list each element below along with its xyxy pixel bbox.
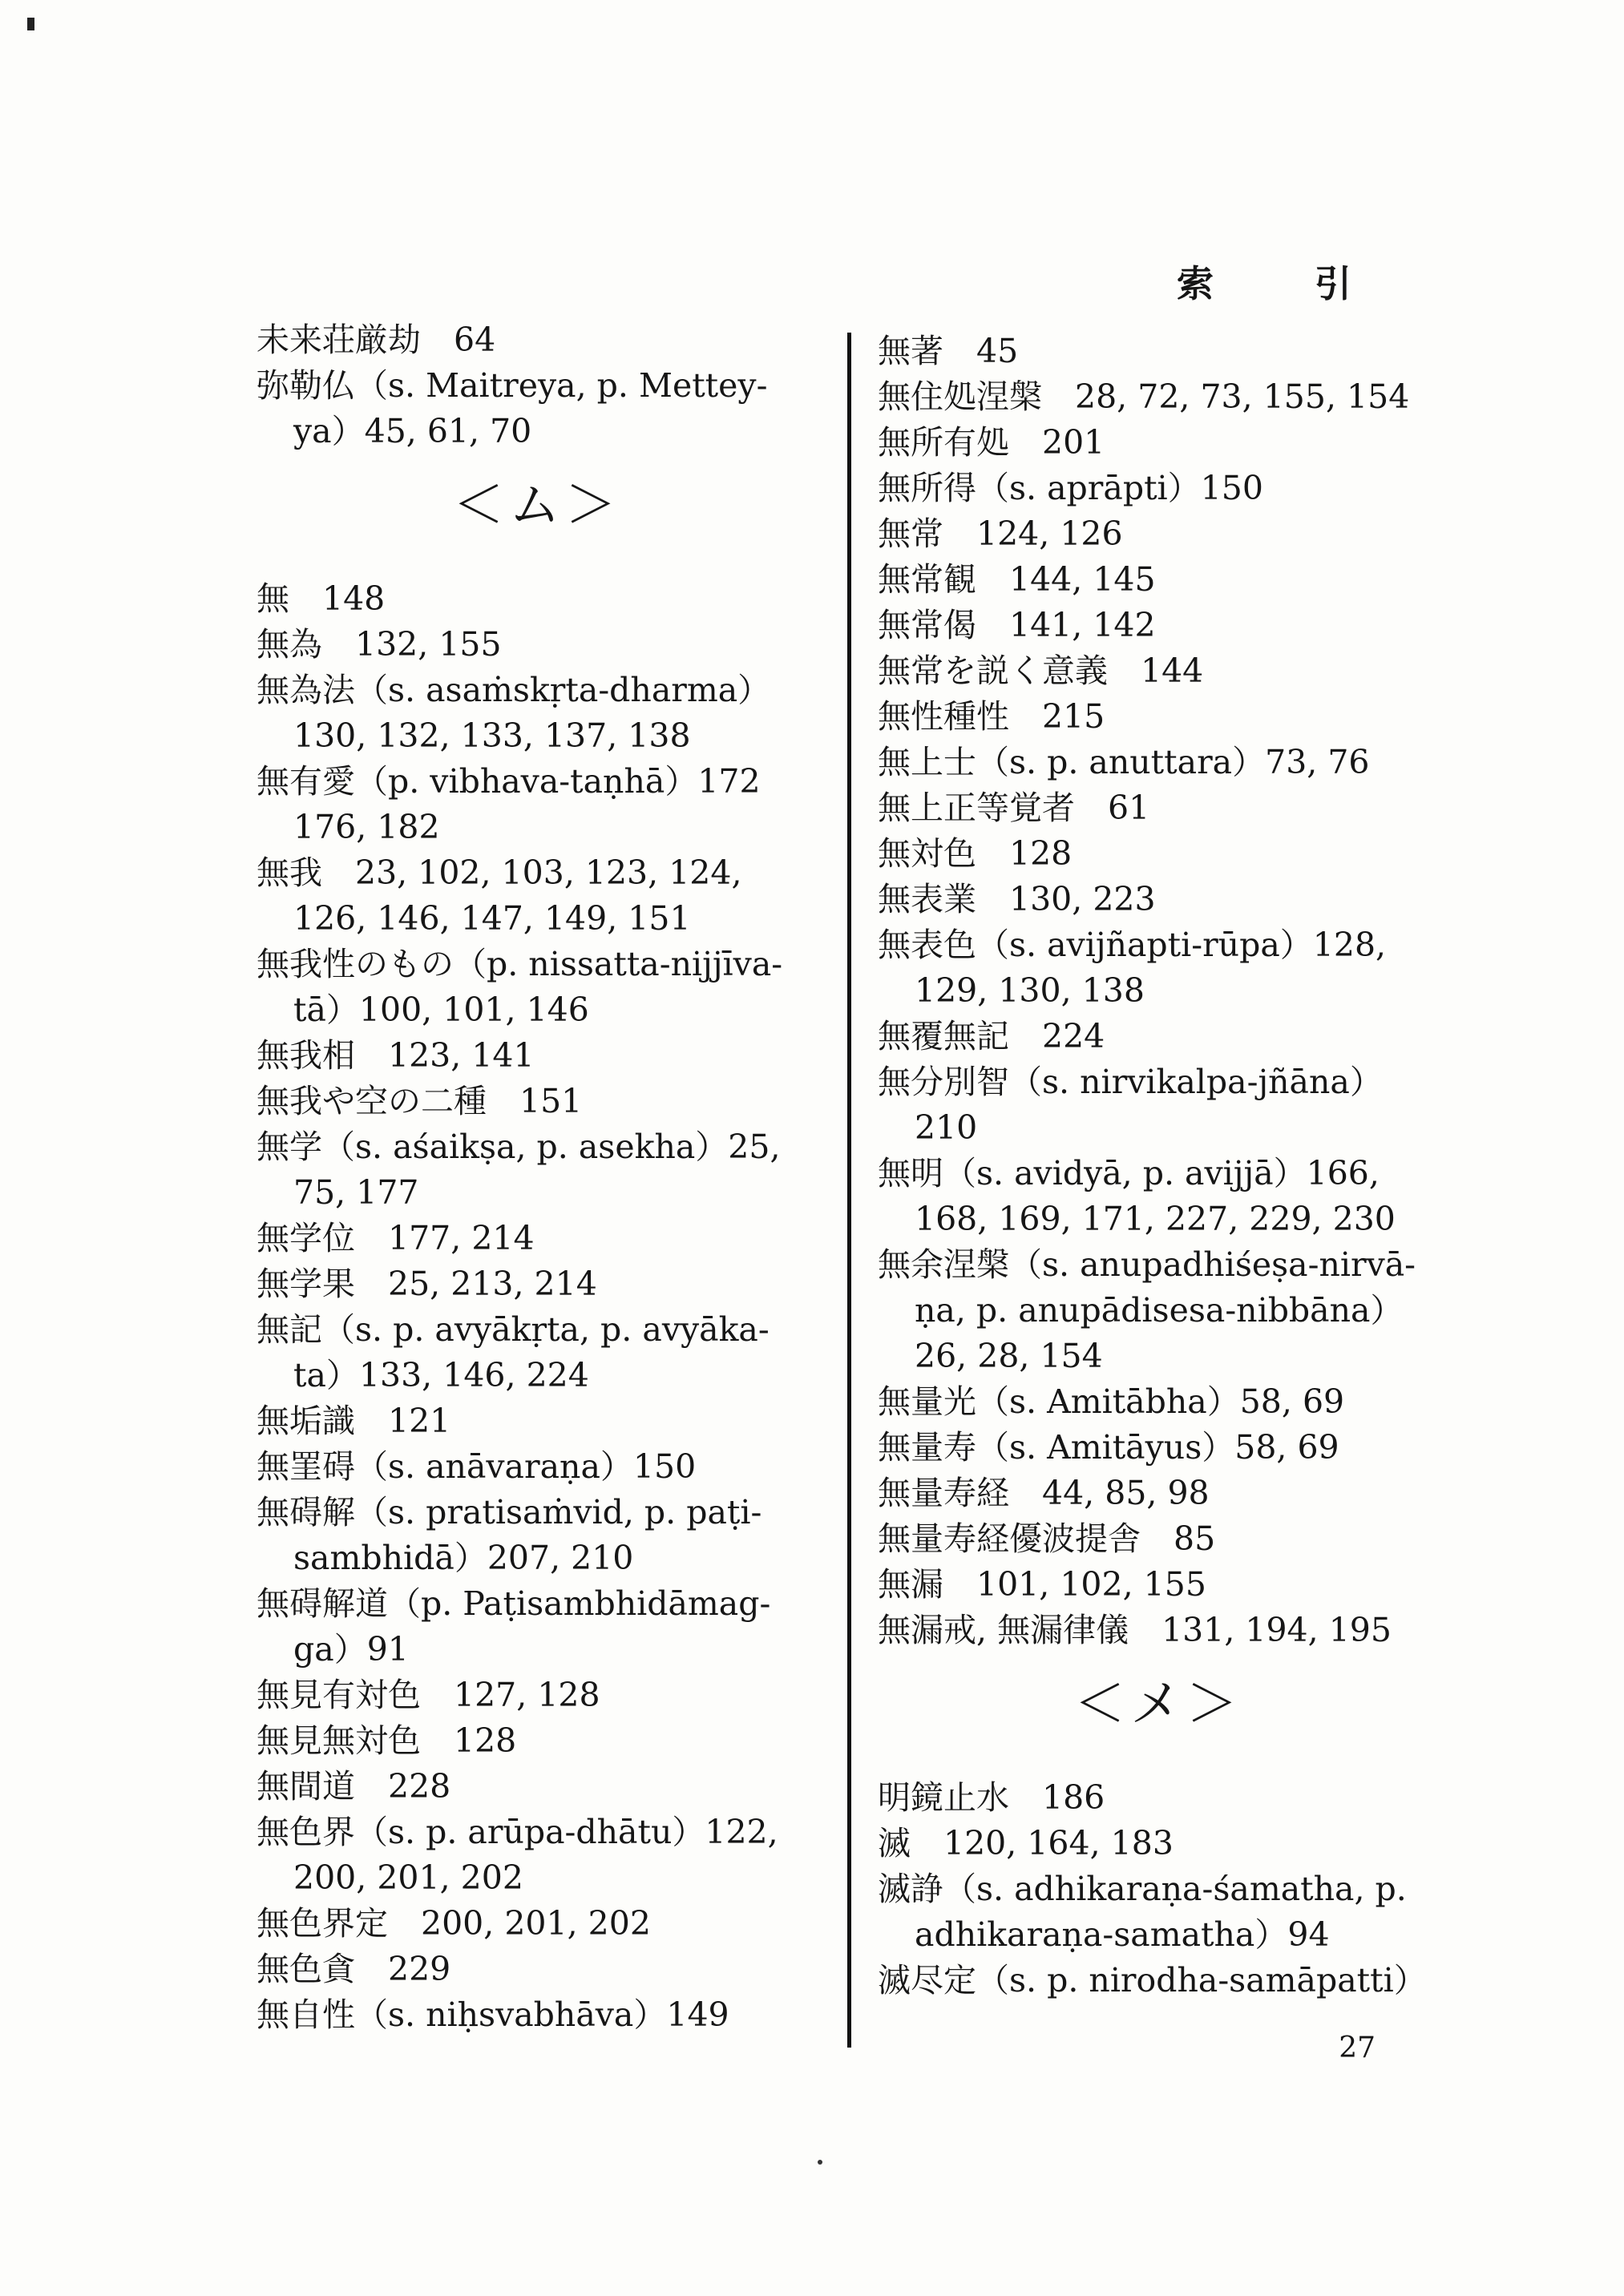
index-entry: 無学（s. aśaikṣa, p. asekha）25, 75, 177 <box>257 1128 781 1212</box>
index-entry: 無色貪 229 <box>257 1950 451 1988</box>
index-entry: 無学果 25, 213, 214 <box>257 1265 597 1303</box>
index-entry: 滅諍（s. adhikaraṇa-śamatha, p. adhikaraṇa-samatha）94 <box>878 1870 1407 1954</box>
index-entry: 無我性のもの（p. nissatta-nijjīva-tā）100, 101, 146 <box>257 945 783 1029</box>
index-entry: 無所有処 201 <box>878 423 1105 462</box>
index-entry: 無為法（s. asaṁskṛta-dharma）130, 132, 133, 137, 138 <box>257 671 771 755</box>
running-header: 索 引 <box>1177 262 1384 305</box>
index-entry: 無表色（s. avijñapti-rūpa）128, 129, 130, 138 <box>878 926 1387 1010</box>
index-entry: 無対色 128 <box>878 834 1073 873</box>
index-entry: 無覆無記 224 <box>878 1017 1105 1055</box>
right-column <box>878 329 1439 2003</box>
index-entry: 無我 23, 102, 103, 123, 124, 126, 146, 147, 149, 151 <box>257 853 742 938</box>
index-entry: 無碍解道（p. Paṭisambhidāmag-ga）91 <box>257 1584 771 1669</box>
index-entry: 無余涅槃（s. anupadhiśeṣa-nirvā-ṇa, p. anupādisesa-nibbāna）26, 28, 154 <box>878 1245 1416 1375</box>
index-entry: 無我や空の二種 151 <box>257 1082 583 1120</box>
index-entry: 無漏 101, 102, 155 <box>878 1565 1206 1604</box>
index-entry: 弥勒仏（s. Maitreya, p. Mettey-ya）45, 61, 70 <box>257 366 768 450</box>
index-entry: 無 148 <box>257 579 386 618</box>
index-entry: 無有愛（p. vibhava-taṇhā）172 176, 182 <box>257 762 761 846</box>
index-entry: 無上正等覚者 61 <box>878 789 1150 827</box>
scan-mark <box>27 18 34 30</box>
index-entry: 無常偈 141, 142 <box>878 606 1156 644</box>
index-entry: 無量寿（s. Amitāyus）58, 69 <box>878 1428 1339 1467</box>
index-entry: 滅 120, 164, 183 <box>878 1824 1174 1862</box>
index-entry: 無量光（s. Amitābha）58, 69 <box>878 1382 1345 1421</box>
index-entry: 無常 124, 126 <box>878 514 1123 553</box>
index-entry: 無分別智（s. nirvikalpa-jñāna）210 <box>878 1063 1383 1147</box>
index-entry: 無自性（s. niḥsvabhāva）149 <box>257 1995 729 2034</box>
section-heading: ＜メ＞ <box>1074 1675 1242 1734</box>
index-entry: 無表業 130, 223 <box>878 880 1156 918</box>
scan-dot <box>818 2160 822 2165</box>
index-entry: 無著 45 <box>878 332 1019 370</box>
index-entry: 無量寿経 44, 85, 98 <box>878 1474 1210 1512</box>
index-entry: 無漏戒, 無漏律儀 131, 194, 195 <box>878 1611 1392 1649</box>
page-number: 27 <box>1339 2032 1376 2064</box>
index-entry: 無性種性 215 <box>878 697 1105 736</box>
index-entry: 無色界（s. p. arūpa-dhātu）122, 200, 201, 202 <box>257 1813 778 1897</box>
index-entry: 無色界定 200, 201, 202 <box>257 1904 651 1943</box>
index-entry: 滅尽定（s. p. nirodha-samāpatti） <box>878 1961 1427 1999</box>
column-divider <box>847 333 851 2048</box>
index-entry: 無住処涅槃 28, 72, 73, 155, 154 <box>878 377 1410 416</box>
index-entry: 無明（s. avidyā, p. avijjā）166, 168, 169, 171, 227, 229, 230 <box>878 1154 1396 1238</box>
index-entry: 無見有対色 127, 128 <box>257 1676 600 1714</box>
index-entry: 無碍解（s. pratisaṁvid, p. paṭi-sambhidā）207, 210 <box>257 1493 762 1577</box>
index-entry: 無我相 123, 141 <box>257 1036 535 1075</box>
index-entry: 明鏡止水 186 <box>878 1778 1105 1817</box>
index-entry: 無罣碍（s. anāvaraṇa）150 <box>257 1447 697 1486</box>
index-entry: 無上士（s. p. anuttara）73, 76 <box>878 743 1370 781</box>
index-entry: 無記（s. p. avyākṛta, p. avyāka-ta）133, 146, 224 <box>257 1310 770 1394</box>
index-entry: 無常観 144, 145 <box>878 560 1156 599</box>
index-entry: 無学位 177, 214 <box>257 1219 535 1257</box>
index-entry: 無常を説く意義 144 <box>878 652 1204 690</box>
index-entry: 無見無対色 128 <box>257 1721 517 1760</box>
left-column <box>257 317 818 2038</box>
index-entry: 無間道 228 <box>257 1767 451 1806</box>
index-entry: 無為 132, 155 <box>257 625 502 664</box>
index-entry: 無垢識 121 <box>257 1402 451 1440</box>
index-entry: 未来荘厳劫 64 <box>257 321 496 359</box>
index-entry: 無所得（s. aprāpti）150 <box>878 469 1263 507</box>
index-entry: 無量寿経優波提舎 85 <box>878 1519 1216 1558</box>
section-heading: ＜ム＞ <box>453 476 621 535</box>
